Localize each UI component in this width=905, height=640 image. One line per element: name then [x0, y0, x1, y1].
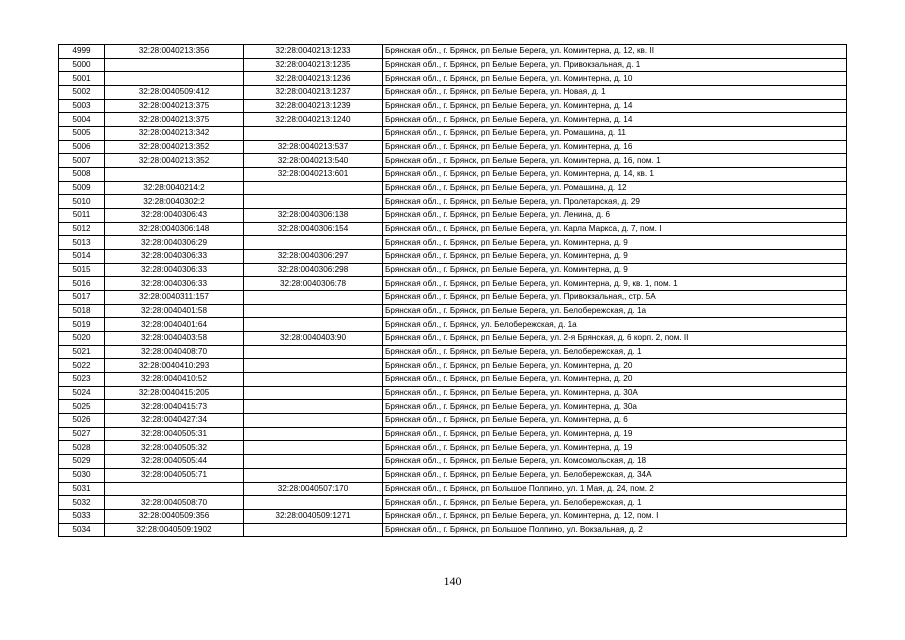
row-number-cell: 5022 [59, 359, 105, 373]
table-row [59, 250, 847, 264]
parcel-cadastral-number-cell: 32:28:0040408:70 [105, 345, 244, 359]
building-cadastral-number-cell: 32:28:0040306:297 [244, 250, 383, 264]
parcel-cadastral-number-cell: 32:28:0040410:293 [105, 359, 244, 373]
building-cadastral-number-cell [244, 291, 383, 305]
table-row [59, 291, 847, 305]
row-number-cell: 5018 [59, 304, 105, 318]
table-row [59, 373, 847, 387]
address-cell: Брянская обл., г. Брянск, рп Белые Берега, ул. Коминтерна, д. 14 [383, 99, 847, 113]
parcel-cadastral-number-cell: 32:28:0040213:375 [105, 113, 244, 127]
address-cell: Брянская обл., г. Брянск, рп Белые Берега, ул. Коминтерна, д. 12, кв. II [383, 45, 847, 59]
parcel-cadastral-number-cell: 32:28:0040311:157 [105, 291, 244, 305]
parcel-cadastral-number-cell: 32:28:0040505:32 [105, 441, 244, 455]
building-cadastral-number-cell: 32:28:0040509:1271 [244, 509, 383, 523]
address-cell: Брянская обл., г. Брянск, рп Белые Берега, ул. Комсомольская, д. 18 [383, 455, 847, 469]
table-row [59, 72, 847, 86]
building-cadastral-number-cell [244, 496, 383, 510]
row-number-cell: 5011 [59, 209, 105, 223]
table-row [59, 263, 847, 277]
row-number-cell: 5007 [59, 154, 105, 168]
address-cell: Брянская обл., г. Брянск, ул. Белобережская, д. 1а [383, 318, 847, 332]
row-number-cell: 5031 [59, 482, 105, 496]
row-number-cell: 5014 [59, 250, 105, 264]
building-cadastral-number-cell: 32:28:0040306:78 [244, 277, 383, 291]
address-cell: Брянская обл., г. Брянск, рп Белые Берега, ул. Ромашина, д. 11 [383, 127, 847, 141]
address-cell: Брянская обл., г. Брянск, рп Белые Берега, ул. Белобережская, д. 1 [383, 496, 847, 510]
building-cadastral-number-cell: 32:28:0040213:601 [244, 168, 383, 182]
parcel-cadastral-number-cell: 32:28:0040306:43 [105, 209, 244, 223]
table-row [59, 345, 847, 359]
building-cadastral-number-cell [244, 400, 383, 414]
parcel-cadastral-number-cell: 32:28:0040213:342 [105, 127, 244, 141]
table-row [59, 168, 847, 182]
table-row [59, 523, 847, 537]
parcel-cadastral-number-cell: 32:28:0040505:44 [105, 455, 244, 469]
table-row [59, 277, 847, 291]
parcel-cadastral-number-cell: 32:28:0040505:31 [105, 427, 244, 441]
address-cell: Брянская обл., г. Брянск, рп Белые Берега, ул. Привокзальная, д. 1 [383, 58, 847, 72]
parcel-cadastral-number-cell [105, 72, 244, 86]
table-row [59, 195, 847, 209]
building-cadastral-number-cell [244, 195, 383, 209]
table-row [59, 236, 847, 250]
parcel-cadastral-number-cell: 32:28:0040214:2 [105, 181, 244, 195]
row-number-cell: 5029 [59, 455, 105, 469]
building-cadastral-number-cell: 32:28:0040507:170 [244, 482, 383, 496]
table-row [59, 127, 847, 141]
row-number-cell: 5013 [59, 236, 105, 250]
table-row [59, 154, 847, 168]
page-number: 140 [443, 574, 462, 588]
parcel-cadastral-number-cell: 32:28:0040509:356 [105, 509, 244, 523]
parcel-cadastral-number-cell: 32:28:0040403:58 [105, 332, 244, 346]
row-number-cell: 5030 [59, 468, 105, 482]
address-cell: Брянская обл., г. Брянск, рп Белые Берега, ул. Белобережская, д. 34А [383, 468, 847, 482]
address-cell: Брянская обл., г. Брянск, рп Белые Берега, ул. Привокзальная,, стр. 5А [383, 291, 847, 305]
parcel-cadastral-number-cell: 32:28:0040213:375 [105, 99, 244, 113]
parcel-cadastral-number-cell: 32:28:0040306:33 [105, 263, 244, 277]
address-cell: Брянская обл., г. Брянск, рп Большое Полпино, ул. Вокзальная, д. 2 [383, 523, 847, 537]
table-row [59, 496, 847, 510]
table-row [59, 209, 847, 223]
parcel-cadastral-number-cell: 32:28:0040302:2 [105, 195, 244, 209]
address-cell: Брянская обл., г. Брянск, рп Белые Берега, ул. Пролетарская, д. 29 [383, 195, 847, 209]
parcel-cadastral-number-cell: 32:28:0040427:34 [105, 414, 244, 428]
table-row [59, 386, 847, 400]
building-cadastral-number-cell [244, 359, 383, 373]
address-cell: Брянская обл., г. Брянск, рп Белые Берега, ул. Коминтерна, д. 12, пом. I [383, 509, 847, 523]
building-cadastral-number-cell: 32:28:0040213:1236 [244, 72, 383, 86]
address-cell: Брянская обл., г. Брянск, рп Белые Берега, ул. Коминтерна, д. 9 [383, 236, 847, 250]
row-number-cell: 5019 [59, 318, 105, 332]
parcel-cadastral-number-cell: 32:28:0040306:29 [105, 236, 244, 250]
parcel-cadastral-number-cell: 32:28:0040306:148 [105, 222, 244, 236]
building-cadastral-number-cell [244, 236, 383, 250]
address-cell: Брянская обл., г. Брянск, рп Белые Берега, ул. Коминтерна, д. 20 [383, 359, 847, 373]
building-cadastral-number-cell [244, 304, 383, 318]
row-number-cell: 5033 [59, 509, 105, 523]
row-number-cell: 5006 [59, 140, 105, 154]
row-number-cell: 5032 [59, 496, 105, 510]
parcel-cadastral-number-cell: 32:28:0040509:412 [105, 86, 244, 100]
address-cell: Брянская обл., г. Брянск, рп Белые Берега, ул. Ленина, д. 6 [383, 209, 847, 223]
row-number-cell: 5017 [59, 291, 105, 305]
row-number-cell: 5021 [59, 345, 105, 359]
building-cadastral-number-cell: 32:28:0040213:1235 [244, 58, 383, 72]
table-row [59, 113, 847, 127]
building-cadastral-number-cell [244, 414, 383, 428]
address-cell: Брянская обл., г. Брянск, рп Белые Берега, ул. Белобережская, д. 1а [383, 304, 847, 318]
row-number-cell: 5001 [59, 72, 105, 86]
parcel-cadastral-number-cell: 32:28:0040213:356 [105, 45, 244, 59]
building-cadastral-number-cell [244, 386, 383, 400]
building-cadastral-number-cell [244, 181, 383, 195]
parcel-cadastral-number-cell [105, 168, 244, 182]
parcel-cadastral-number-cell: 32:28:0040213:352 [105, 154, 244, 168]
parcel-cadastral-number-cell: 32:28:0040505:71 [105, 468, 244, 482]
parcel-cadastral-number-cell: 32:28:0040213:352 [105, 140, 244, 154]
parcel-cadastral-number-cell [105, 482, 244, 496]
address-cell: Брянская обл., г. Брянск, рп Белые Берега, ул. Коминтерна, д. 9, кв. 1, пом. 1 [383, 277, 847, 291]
address-cell: Брянская обл., г. Брянск, рп Белые Берега, ул. Коминтерна, д. 6 [383, 414, 847, 428]
address-cell: Брянская обл., г. Брянск, рп Белые Берега, ул. Коминтерна, д. 14 [383, 113, 847, 127]
table-row [59, 359, 847, 373]
parcel-cadastral-number-cell: 32:28:0040415:73 [105, 400, 244, 414]
parcel-cadastral-number-cell: 32:28:0040306:33 [105, 250, 244, 264]
row-number-cell: 5000 [59, 58, 105, 72]
parcel-cadastral-number-cell: 32:28:0040306:33 [105, 277, 244, 291]
building-cadastral-number-cell [244, 427, 383, 441]
parcel-cadastral-number-cell: 32:28:0040410:52 [105, 373, 244, 387]
address-cell: Брянская обл., г. Брянск, рп Белые Берега, ул. Белобережская, д. 1 [383, 345, 847, 359]
building-cadastral-number-cell: 32:28:0040213:1239 [244, 99, 383, 113]
address-cell: Брянская обл., г. Брянск, рп Белые Берега, ул. Коминтерна, д. 30а [383, 400, 847, 414]
address-cell: Брянская обл., г. Брянск, рп Белые Берега, ул. Коминтерна, д. 19 [383, 427, 847, 441]
table-row [59, 58, 847, 72]
table-row [59, 414, 847, 428]
address-cell: Брянская обл., г. Брянск, рп Белые Берега, ул. Карла Маркса, д. 7, пом. I [383, 222, 847, 236]
table-row [59, 332, 847, 346]
parcel-cadastral-number-cell: 32:28:0040508:70 [105, 496, 244, 510]
building-cadastral-number-cell [244, 373, 383, 387]
row-number-cell: 5024 [59, 386, 105, 400]
registry-table-body [59, 45, 847, 537]
row-number-cell: 5004 [59, 113, 105, 127]
row-number-cell: 5034 [59, 523, 105, 537]
table-row [59, 482, 847, 496]
building-cadastral-number-cell [244, 345, 383, 359]
row-number-cell: 5015 [59, 263, 105, 277]
row-number-cell: 5027 [59, 427, 105, 441]
building-cadastral-number-cell: 32:28:0040213:1240 [244, 113, 383, 127]
address-cell: Брянская обл., г. Брянск, рп Белые Берега, ул. 2-я Брянская, д. 6 корп. 2, пом. II [383, 332, 847, 346]
parcel-cadastral-number-cell [105, 58, 244, 72]
parcel-cadastral-number-cell: 32:28:0040401:58 [105, 304, 244, 318]
address-cell: Брянская обл., г. Брянск, рп Белые Берега, ул. Новая, д. 1 [383, 86, 847, 100]
building-cadastral-number-cell [244, 455, 383, 469]
row-number-cell: 5023 [59, 373, 105, 387]
table-row [59, 400, 847, 414]
building-cadastral-number-cell [244, 468, 383, 482]
row-number-cell: 5012 [59, 222, 105, 236]
table-row [59, 509, 847, 523]
address-cell: Брянская обл., г. Брянск, рп Белые Берега, ул. Ромашина, д. 12 [383, 181, 847, 195]
address-cell: Брянская обл., г. Брянск, рп Белые Берега, ул. Коминтерна, д. 16 [383, 140, 847, 154]
building-cadastral-number-cell [244, 523, 383, 537]
table-row [59, 304, 847, 318]
building-cadastral-number-cell: 32:28:0040213:1237 [244, 86, 383, 100]
table-row [59, 441, 847, 455]
address-cell: Брянская обл., г. Брянск, рп Белые Берега, ул. Коминтерна, д. 9 [383, 263, 847, 277]
building-cadastral-number-cell: 32:28:0040306:154 [244, 222, 383, 236]
building-cadastral-number-cell [244, 318, 383, 332]
parcel-cadastral-number-cell: 32:28:0040415:205 [105, 386, 244, 400]
row-number-cell: 5010 [59, 195, 105, 209]
building-cadastral-number-cell: 32:28:0040213:540 [244, 154, 383, 168]
building-cadastral-number-cell [244, 441, 383, 455]
address-cell: Брянская обл., г. Брянск, рп Белые Берега, ул. Коминтерна, д. 20 [383, 373, 847, 387]
row-number-cell: 5020 [59, 332, 105, 346]
address-cell: Брянская обл., г. Брянск, рп Белые Берега, ул. Коминтерна, д. 19 [383, 441, 847, 455]
table-row [59, 181, 847, 195]
row-number-cell: 5008 [59, 168, 105, 182]
row-number-cell: 5002 [59, 86, 105, 100]
row-number-cell: 4999 [59, 45, 105, 59]
parcel-cadastral-number-cell: 32:28:0040401:64 [105, 318, 244, 332]
row-number-cell: 5028 [59, 441, 105, 455]
row-number-cell: 5026 [59, 414, 105, 428]
table-row [59, 427, 847, 441]
table-row [59, 86, 847, 100]
row-number-cell: 5009 [59, 181, 105, 195]
table-row [59, 99, 847, 113]
address-cell: Брянская обл., г. Брянск, рп Белые Берега, ул. Коминтерна, д. 9 [383, 250, 847, 264]
address-cell: Брянская обл., г. Брянск, рп Белые Берега, ул. Коминтерна, д. 16, пом. 1 [383, 154, 847, 168]
table-row [59, 45, 847, 59]
address-cell: Брянская обл., г. Брянск, рп Белые Берега, ул. Коминтерна, д. 30А [383, 386, 847, 400]
building-cadastral-number-cell: 32:28:0040213:537 [244, 140, 383, 154]
parcel-cadastral-number-cell: 32:28:0040509:1902 [105, 523, 244, 537]
row-number-cell: 5005 [59, 127, 105, 141]
row-number-cell: 5025 [59, 400, 105, 414]
property-registry-table [58, 44, 847, 537]
table-row [59, 468, 847, 482]
address-cell: Брянская обл., г. Брянск, рп Белые Берега, ул. Коминтерна, д. 10 [383, 72, 847, 86]
table-row [59, 455, 847, 469]
address-cell: Брянская обл., г. Брянск, рп Белые Берега, ул. Коминтерна, д. 14, кв. 1 [383, 168, 847, 182]
building-cadastral-number-cell: 32:28:0040306:298 [244, 263, 383, 277]
building-cadastral-number-cell: 32:28:0040306:138 [244, 209, 383, 223]
building-cadastral-number-cell: 32:28:0040213:1233 [244, 45, 383, 59]
table-row [59, 140, 847, 154]
row-number-cell: 5016 [59, 277, 105, 291]
row-number-cell: 5003 [59, 99, 105, 113]
table-row [59, 318, 847, 332]
table-row [59, 222, 847, 236]
building-cadastral-number-cell: 32:28:0040403:90 [244, 332, 383, 346]
building-cadastral-number-cell [244, 127, 383, 141]
address-cell: Брянская обл., г. Брянск, рп Большое Полпино, ул. 1 Мая, д. 24, пом. 2 [383, 482, 847, 496]
